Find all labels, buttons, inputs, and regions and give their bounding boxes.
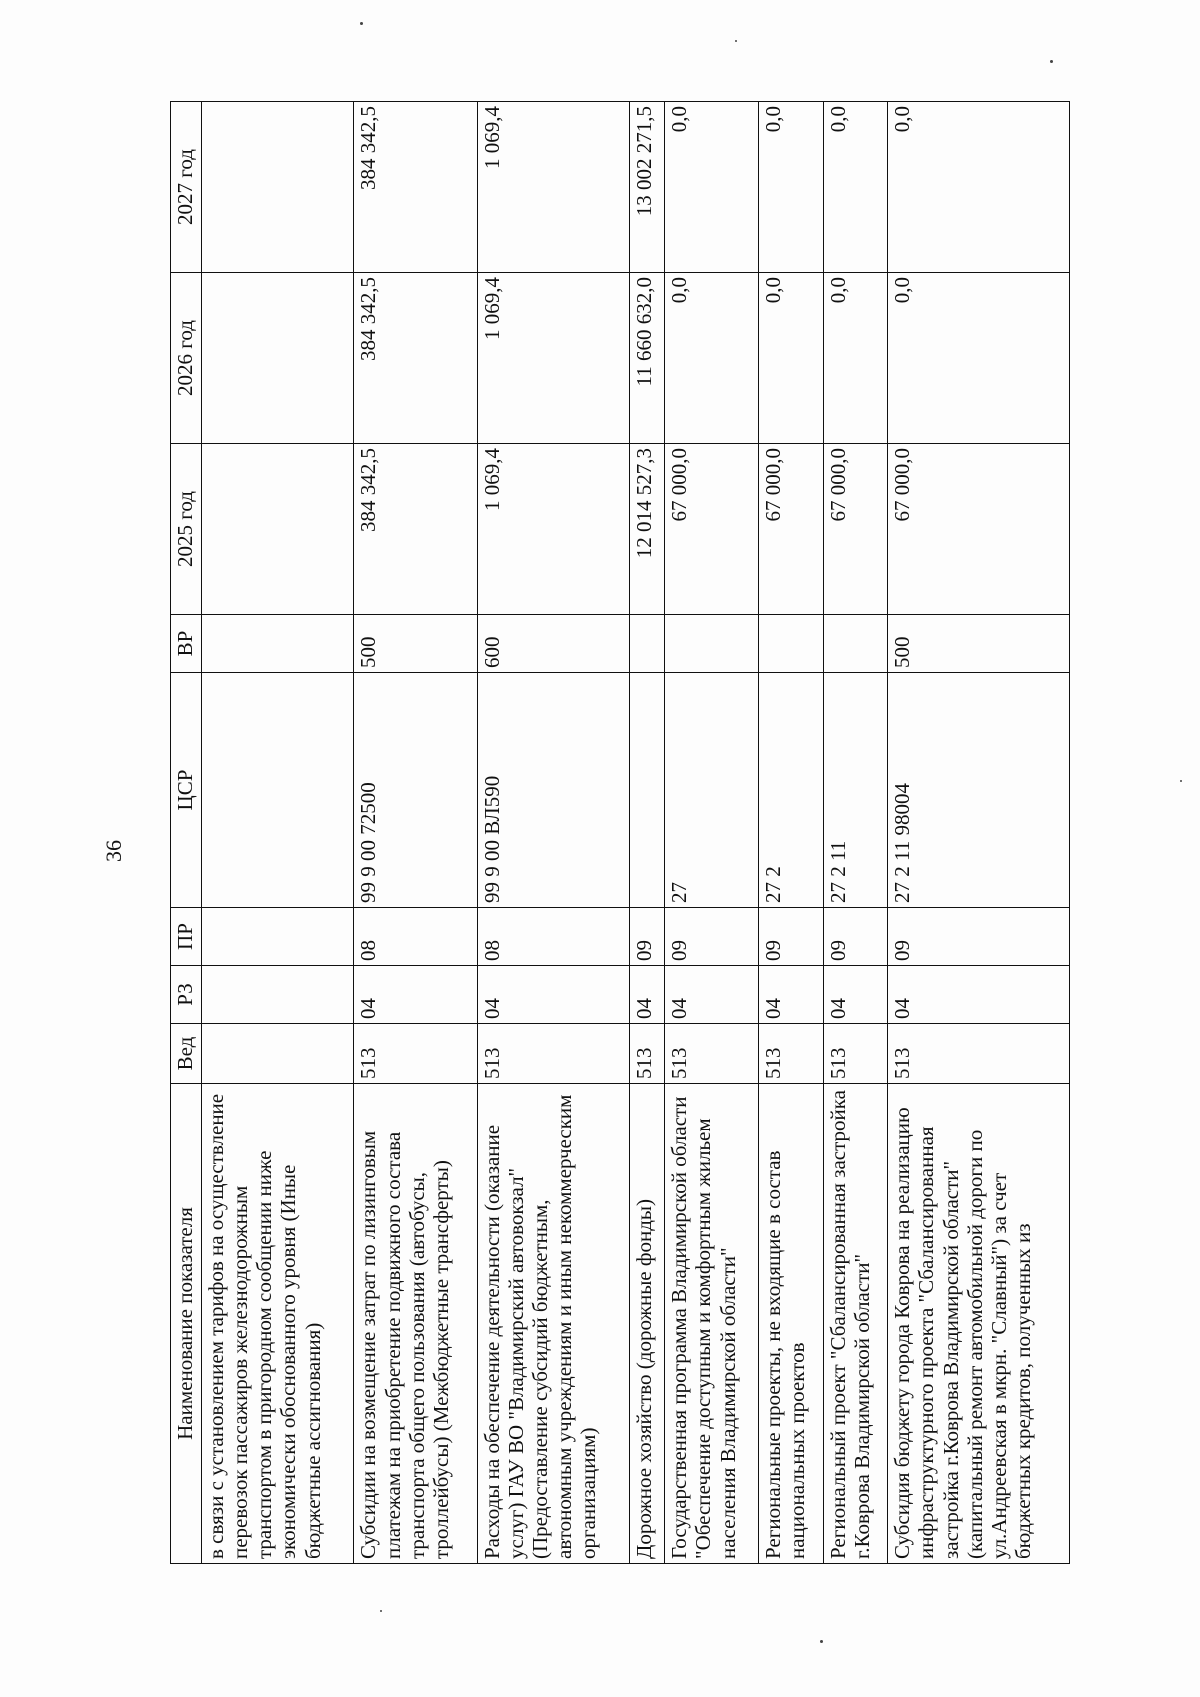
row-csr: 99 9 00 72500 — [354, 673, 477, 908]
row-2026 — [202, 273, 354, 444]
header-2025: 2025 год — [171, 444, 202, 615]
row-csr — [629, 673, 664, 908]
row-name: в связи с установлением тарифов на осуществление перевозок пассажиров железнодорожным транспортом в пригородном сообщении ниже экономически обоснованного уровня (Иные бюджетные ассигнования) — [202, 1084, 354, 1564]
table-row — [888, 102, 1070, 1564]
row-2026: 384 342,5 — [354, 273, 477, 444]
row-csr — [202, 673, 354, 908]
row-name: Региональные проекты, не входящие в состав национальных проектов — [759, 1084, 824, 1564]
row-ved: 513 — [759, 1024, 824, 1084]
row-name: Региональный проект "Сбалансированная застройка г.Коврова Владимирской области" — [823, 1084, 888, 1564]
row-vr — [823, 615, 888, 673]
header-name: Наименование показателя — [171, 1084, 202, 1564]
header-vr: ВР — [171, 615, 202, 673]
row-ved: 513 — [354, 1024, 477, 1084]
table-row — [759, 102, 824, 1564]
row-csr: 27 2 11 98004 — [888, 673, 1070, 908]
row-2027: 1 069,4 — [477, 102, 629, 273]
header-pr: ПР — [171, 908, 202, 966]
row-vr: 500 — [354, 615, 477, 673]
row-ved: 513 — [629, 1024, 664, 1084]
row-name: Субсидия бюджету города Коврова на реализацию инфраструктурного проекта "Сбалансированная застройка г.Коврова Владимирской области" (капитальный ремонт автомобильной дороги по ул.Андреевская в мкрн. "Славный") за счет бюджетных кредитов, полученных из — [888, 1084, 1070, 1564]
row-2027: 13 002 271,5 — [629, 102, 664, 273]
row-name: Расходы на обеспечение деятельности (оказание услуг) ГАУ ВО "Владимирский автовокзал" (Предоставление субсидий бюджетным, автономным учреждениям и иным некоммерческим организациям) — [477, 1084, 629, 1564]
row-2025: 67 000,0 — [823, 444, 888, 615]
row-2025: 67 000,0 — [888, 444, 1070, 615]
row-2025: 384 342,5 — [354, 444, 477, 615]
table-row — [629, 102, 664, 1564]
rotated-table-wrapper — [170, 102, 1070, 1564]
row-name: Государственная программа Владимирской области "Обеспечение доступным и комфортным жильем населения Владимирской области" — [665, 1084, 759, 1564]
scan-speck — [1050, 60, 1053, 63]
row-2027: 0,0 — [823, 102, 888, 273]
row-rz: 04 — [888, 966, 1070, 1024]
header-2027: 2027 год — [171, 102, 202, 273]
row-2027 — [202, 102, 354, 273]
row-2026: 11 660 632,0 — [629, 273, 664, 444]
row-name: Дорожное хозяйство (дорожные фонды) — [629, 1084, 664, 1564]
scan-speck — [380, 1610, 382, 1612]
row-ved: 513 — [477, 1024, 629, 1084]
table-row — [477, 102, 629, 1564]
page-number: 36 — [101, 840, 126, 862]
header-rz: РЗ — [171, 966, 202, 1024]
row-2025 — [202, 444, 354, 615]
row-ved: 513 — [823, 1024, 888, 1084]
header-ved: Вед — [171, 1024, 202, 1084]
row-pr: 09 — [888, 908, 1070, 966]
row-2025: 1 069,4 — [477, 444, 629, 615]
row-2027: 0,0 — [759, 102, 824, 273]
row-2025: 67 000,0 — [759, 444, 824, 615]
table-row — [823, 102, 888, 1564]
row-pr: 09 — [665, 908, 759, 966]
table-row — [202, 102, 354, 1564]
scan-speck — [820, 1640, 823, 1643]
row-rz: 04 — [477, 966, 629, 1024]
scan-speck — [735, 40, 737, 42]
row-2027: 384 342,5 — [354, 102, 477, 273]
table-row — [354, 102, 477, 1564]
row-2025: 67 000,0 — [665, 444, 759, 615]
row-2026: 0,0 — [823, 273, 888, 444]
row-csr: 27 — [665, 673, 759, 908]
header-csr: ЦСР — [171, 673, 202, 908]
row-vr: 500 — [888, 615, 1070, 673]
row-pr — [202, 908, 354, 966]
row-2027: 0,0 — [888, 102, 1070, 273]
row-pr: 09 — [823, 908, 888, 966]
row-ved: 513 — [888, 1024, 1070, 1084]
row-rz: 04 — [759, 966, 824, 1024]
row-vr: 600 — [477, 615, 629, 673]
row-rz: 04 — [665, 966, 759, 1024]
row-csr: 27 2 11 — [823, 673, 888, 908]
row-csr: 99 9 00 ВЛ590 — [477, 673, 629, 908]
row-pr: 09 — [759, 908, 824, 966]
row-vr — [759, 615, 824, 673]
header-2026: 2026 год — [171, 273, 202, 444]
row-name: Субсидии на возмещение затрат по лизинговым платежам на приобретение подвижного состава транспорта общего пользования (автобусы, троллейбусы) (Межбюджетные трансферты) — [354, 1084, 477, 1564]
row-rz: 04 — [354, 966, 477, 1024]
row-rz: 04 — [629, 966, 664, 1024]
row-pr: 08 — [477, 908, 629, 966]
row-2026: 0,0 — [665, 273, 759, 444]
row-rz — [202, 966, 354, 1024]
row-2026: 1 069,4 — [477, 273, 629, 444]
row-2026: 0,0 — [759, 273, 824, 444]
row-rz: 04 — [823, 966, 888, 1024]
row-pr: 09 — [629, 908, 664, 966]
budget-table — [170, 101, 1070, 1564]
table-row — [665, 102, 759, 1564]
row-vr — [202, 615, 354, 673]
scan-speck — [1180, 780, 1182, 782]
row-2027: 0,0 — [665, 102, 759, 273]
row-ved: 513 — [665, 1024, 759, 1084]
row-ved — [202, 1024, 354, 1084]
row-pr: 08 — [354, 908, 477, 966]
header-row — [171, 102, 202, 1564]
row-2026: 0,0 — [888, 273, 1070, 444]
scan-speck — [360, 22, 363, 25]
row-vr — [629, 615, 664, 673]
row-vr — [665, 615, 759, 673]
row-csr: 27 2 — [759, 673, 824, 908]
row-2025: 12 014 527,3 — [629, 444, 664, 615]
